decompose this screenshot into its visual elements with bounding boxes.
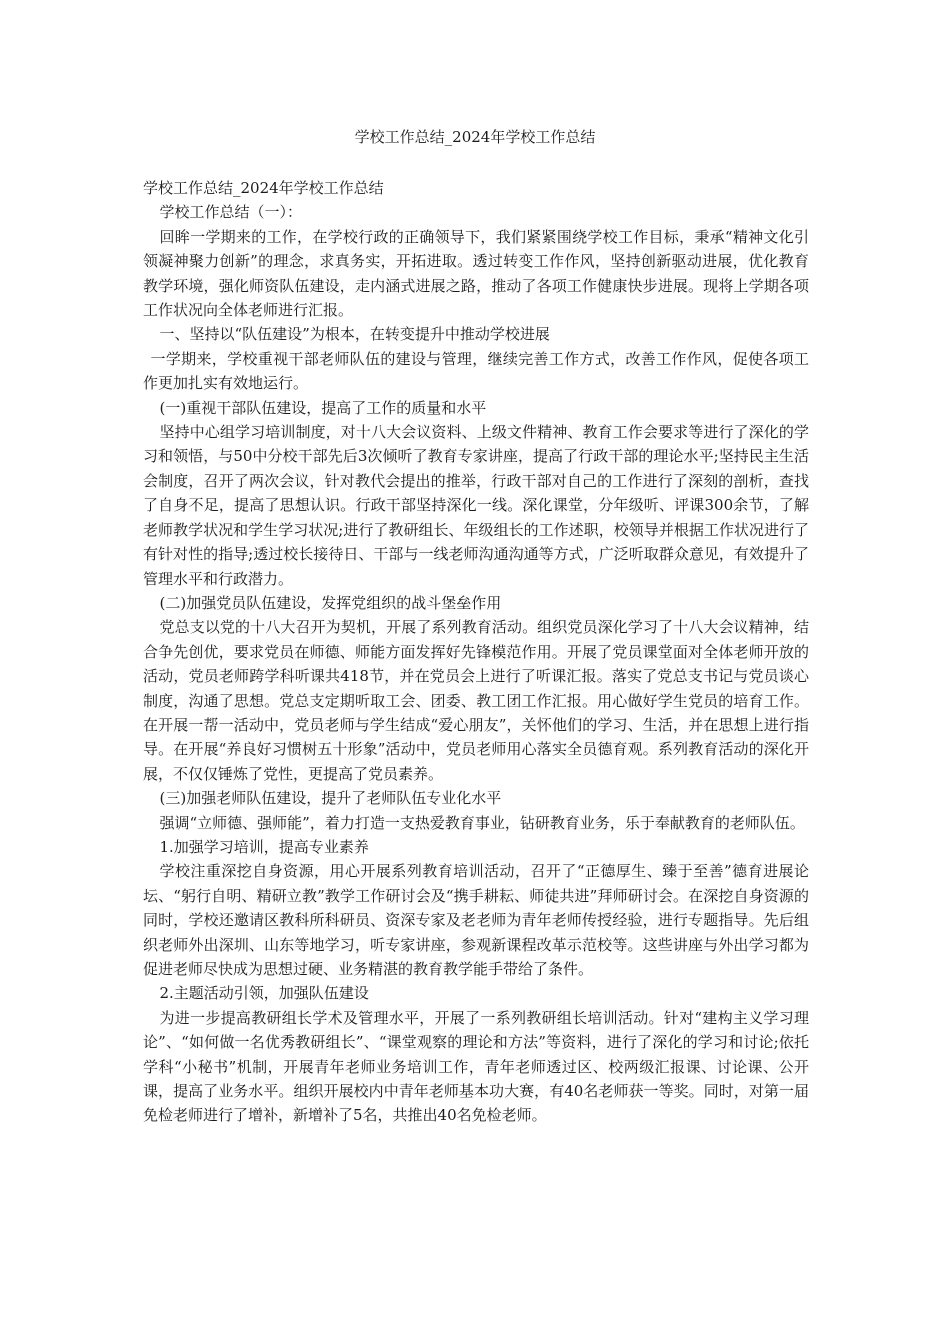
document-body (143, 176, 809, 1128)
paragraph: 一学期来，学校重视干部老师队伍的建设与管理，继续完善工作方式，改善工作作风，促使各项工作更加扎实有效地运行。 (143, 349, 809, 393)
subsection-heading: (一)重视干部队伍建设，提高了工作的质量和水平 (159, 398, 487, 417)
document-title: 学校工作总结_2024年学校工作总结 (354, 128, 596, 146)
paragraph: 学校注重深挖自身资源，用心开展系列教育培训活动，召开了“正德厚生、臻于至善”德育进展论坛、“躬行自明、精研立教”教学工作研讨会及“携手耕耘、师徒共进”拜师研讨会。在深挖自身资源的同时，学校还邀请区教科所科研员、资深专家及老老师为青年老师传授经验，进行专题指导。先后组织老师外出深圳、山东等地学习，听专家讲座，参观新课程改革示范校等。这些讲座与外出学习都为促进老师尽快成为思想过硬、业务精湛的教育教学能手带给了条件。 (143, 862, 809, 978)
paragraph: 党总支以党的十八大召开为契机，开展了系列教育活动。组织党员深化学习了十八大会议精神，结合争先创优，要求党员在师德、师能方面发挥好先锋模范作用。开展了党员课堂面对全体老师开放的活动，党员老师跨学科听课共418节，并在党员会上进行了听课汇报。落实了党总支书记与党员谈心制度，沟通了思想。党总支定期听取工会、团委、教工团工作汇报。用心做好学生党员的培育工作。在开展一帮一活动中，党员老师与学生结成“爱心朋友”，关怀他们的学习、生活，并在思想上进行指导。在开展“养良好习惯树五十形象”活动中，党员老师用心落实全员德育观。系列教育活动的深化开展，不仅仅锤炼了党性，更提高了党员素养。 (143, 618, 809, 783)
paragraph: 学校工作总结_2024年学校工作总结 (143, 179, 384, 197)
paragraph: 坚持中心组学习培训制度，对十八大会议资料、上级文件精神、教育工作会要求等进行了深化的学习和领悟，与50中分校干部先后3次倾听了教育专家讲座，提高了行政干部的理论水平;坚持民主生活会制度，召开了两次会议，针对教代会提出的推举，行政干部对自己的工作进行了深刻的剖析，查找了自身不足，提高了思想认识。行政干部坚持深化一线。深化课堂，分年级听、评课300余节，了解老师教学状况和学生学习状况;进行了教研组长、年级组长的工作述职，校领导并根据工作状况进行了有针对性的指导;透过校长接待日、干部与一线老师沟通沟通等方式，广泛听取群众意见，有效提升了管理水平和行政潜力。 (143, 423, 809, 588)
subsection-heading: (二)加强党员队伍建设，发挥党组织的战斗堡垒作用 (159, 593, 502, 612)
paragraph: 强调“立师德、强师能”，着力打造一支热爱教育事业，钻研教育业务，乐于奉献教育的老师队伍。 (159, 813, 805, 832)
paragraph: 回眸一学期来的工作，在学校行政的正确领导下，我们紧紧围绕学校工作目标，秉承“精神文化引领凝神聚力创新”的理念，求真务实，开拓进取。透过转变工作作风，坚持创新驱动进展，优化教育教学环境，强化师资队伍建设，走内涵式进展之路，推动了各项工作健康快步进展。现将上学期各项工作状况向全体老师进行汇报。 (143, 227, 809, 320)
list-heading: 1.加强学习培训，提高专业素养 (159, 837, 369, 856)
paragraph: 学校工作总结（一）： (159, 203, 303, 222)
list-heading: 2.主题活动引领，加强队伍建设 (159, 984, 369, 1003)
section-heading: 一、坚持以“队伍建设”为根本，在转变提升中推动学校进展 (159, 325, 550, 344)
paragraph: 为进一步提高教研组长学术及管理水平，开展了一系列教研组长培训活动。针对“建构主义学习理论”、“如何做一名优秀教研组长”、“课堂观察的理论和方法”等资料，进行了深化的学习和讨论;依托学科“小秘书”机制，开展青年老师业务培训工作，青年老师透过区、校两级汇报课、讨论课、公开课，提高了业务水平。组织开展校内中青年老师基本功大赛，有40名老师获一等奖。同时，对第一届免检老师进行了增补，新增补了5名，共推出40名免检老师。 (143, 1008, 809, 1125)
subsection-heading: (三)加强老师队伍建设，提升了老师队伍专业化水平 (159, 789, 502, 808)
